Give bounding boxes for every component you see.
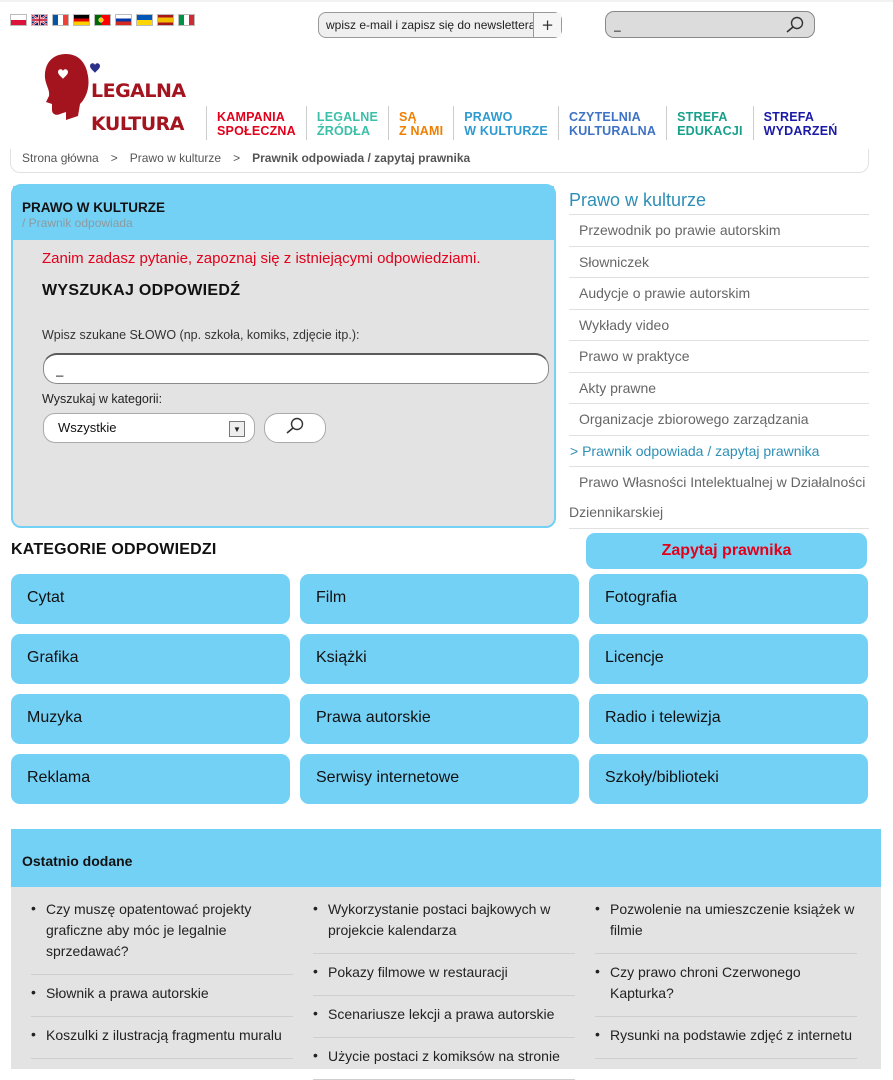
recent-item-link[interactable]: • Czy prawo chroni Czerwonego Kapturka?: [595, 954, 857, 1017]
main-nav-item-0[interactable]: [206, 106, 306, 140]
main-nav-item-line2: SPOŁECZNA: [217, 124, 296, 138]
main-nav-item-line1: STREFA: [677, 110, 728, 124]
main-nav-item-4[interactable]: [558, 106, 666, 140]
logo-text-line1: LEGALNA: [91, 80, 186, 102]
recent-item-link[interactable]: • Czy muszę opatentować projekty graficzne aby móc je legalnie sprzedawać?: [31, 895, 293, 975]
category-film[interactable]: Film: [300, 574, 579, 624]
newsletter-form: [318, 12, 562, 38]
word-search-input[interactable]: [43, 353, 549, 384]
breadcrumb-home-link[interactable]: Strona główna: [22, 151, 99, 165]
top-border: [0, 0, 893, 2]
search-answers-panel: [11, 184, 556, 528]
recent-item-link[interactable]: • Pozwolenie na umieszczenie książek w filmie: [595, 895, 857, 954]
recent-item-link[interactable]: • Słownik a prawa autorskie: [31, 975, 293, 1017]
top-search: [605, 11, 815, 38]
recent-item-link[interactable]: • Pokazy filmowe w restauracji: [313, 954, 575, 996]
main-nav-item-line1: KAMPANIA: [217, 110, 286, 124]
main-nav: [206, 106, 847, 140]
sidebar-item-akty-prawne[interactable]: Akty prawne: [569, 373, 869, 405]
main-nav-item-line2: ŹRÓDŁA: [316, 124, 371, 138]
sidebar-item-audycje[interactable]: Audycje o prawie autorskim: [569, 278, 869, 310]
recent-column: [31, 895, 293, 1080]
panel-header: [13, 186, 554, 240]
recent-item-link[interactable]: • Rysunki na podstawie zdjęć z internetu: [595, 1017, 857, 1059]
recent-item-link[interactable]: • Wykorzystanie postaci bajkowych w projekcie kalendarza: [313, 895, 575, 954]
categories-heading: KATEGORIE ODPOWIEDZI: [11, 541, 217, 558]
legalna-kultura-logo[interactable]: [44, 52, 186, 138]
search-icon[interactable]: [785, 16, 805, 38]
panel-heading: WYSZUKAJ ODPOWIEDŹ: [42, 282, 241, 299]
main-nav-item-line1: STREFA: [763, 110, 815, 124]
ask-lawyer-button[interactable]: Zapytaj prawnika: [586, 533, 867, 569]
sidebar-title[interactable]: Prawo w kulturze: [569, 184, 869, 215]
main-nav-item-line1: PRAWO: [464, 110, 513, 124]
main-nav-item-line1: CZYTELNIA: [568, 110, 641, 124]
logo-text-line2: KULTURA: [91, 113, 185, 135]
sidebar-item-prawnik-odpowiada[interactable]: > Prawnik odpowiada / zapytaj prawnika: [569, 436, 869, 468]
sidebar-item-przewodnik[interactable]: Przewodnik po prawie autorskim: [569, 215, 869, 247]
main-nav-item-6[interactable]: [753, 106, 848, 140]
category-grafika[interactable]: Grafika: [11, 634, 290, 684]
breadcrumb-current: Prawnik odpowiada / zapytaj prawnika: [252, 151, 471, 165]
flag-it-icon[interactable]: [178, 14, 195, 26]
recent-item-link[interactable]: • Koszulki z ilustracją fragmentu muralu: [31, 1017, 293, 1059]
flag-en-icon[interactable]: [31, 14, 48, 26]
flag-pt-icon[interactable]: [94, 14, 111, 26]
category-select-value: Wszystkie: [58, 420, 117, 435]
sidebar-item-slowniczek[interactable]: Słowniczek: [569, 247, 869, 279]
answer-search-button[interactable]: [264, 413, 326, 443]
category-select[interactable]: [43, 413, 255, 443]
main-nav-item-line2: WYDARZEŃ: [763, 124, 838, 138]
category-muzyka[interactable]: Muzyka: [11, 694, 290, 744]
newsletter-subscribe-button[interactable]: +: [533, 13, 561, 37]
sidebar-item-prawo-w-praktyce[interactable]: Prawo w praktyce: [569, 341, 869, 373]
main-nav-item-line2: Z NAMI: [399, 124, 444, 138]
sidebar-item-wyklady[interactable]: Wykłady video: [569, 310, 869, 342]
newsletter-email-input[interactable]: [319, 13, 533, 37]
main-nav-item-line1: LEGALNE: [316, 110, 379, 124]
category-cytat[interactable]: Cytat: [11, 574, 290, 624]
main-nav-item-line2: W KULTURZE: [464, 124, 548, 138]
breadcrumb-separator: >: [110, 151, 118, 165]
recent-item-link[interactable]: • Użycie postaci z komiksów na stronie: [313, 1038, 575, 1080]
sidebar-item-organizacje[interactable]: Organizacje zbiorowego zarządzania: [569, 404, 869, 436]
main-nav-item-2[interactable]: [388, 106, 453, 140]
panel-subtitle: / Prawnik odpowiada: [22, 216, 133, 230]
top-search-input[interactable]: [606, 13, 776, 37]
category-grid: [11, 574, 868, 804]
recently-added-panel: [11, 829, 881, 1069]
flag-ru-icon[interactable]: [115, 14, 132, 26]
search-icon: [284, 417, 306, 439]
word-label: Wpisz szukane SŁOWO (np. szkoła, komiks, zdjęcie itp.):: [42, 328, 360, 342]
main-nav-item-line1: SĄ: [399, 110, 417, 124]
flag-ua-icon[interactable]: [136, 14, 153, 26]
breadcrumb: [10, 149, 869, 173]
category-prawa-autorskie[interactable]: Prawa autorskie: [300, 694, 579, 744]
flag-es-icon[interactable]: [157, 14, 174, 26]
recent-column: [313, 895, 575, 1080]
category-licencje[interactable]: Licencje: [589, 634, 868, 684]
main-nav-item-line2: KULTURALNA: [568, 124, 657, 138]
category-reklama[interactable]: Reklama: [11, 754, 290, 804]
category-ksiazki[interactable]: Książki: [300, 634, 579, 684]
category-label: Wyszukaj w kategorii:: [42, 392, 163, 406]
recent-column: [595, 895, 857, 1080]
panel-warning: Zanim zadasz pytanie, zapoznaj się z istniejącymi odpowiedziami.: [42, 250, 481, 267]
flag-fr-icon[interactable]: [52, 14, 69, 26]
main-nav-item-3[interactable]: [453, 106, 558, 140]
recently-added-heading: Ostatnio dodane: [11, 829, 881, 887]
flag-pl-icon[interactable]: [10, 14, 27, 26]
sidebar-item-wlasnosc-intelektualna[interactable]: Prawo Własności Intelektualnej w Działalności Dziennikarskiej: [569, 467, 869, 529]
category-serwisy-internetowe[interactable]: Serwisy internetowe: [300, 754, 579, 804]
dropdown-arrow-icon[interactable]: ▼: [229, 421, 245, 437]
category-szkoly-biblioteki[interactable]: Szkoły/biblioteki: [589, 754, 868, 804]
main-nav-item-line2: EDUKACJI: [677, 124, 743, 138]
main-nav-item-1[interactable]: [306, 106, 388, 140]
recent-item-link[interactable]: • Scenariusze lekcji a prawa autorskie: [313, 996, 575, 1038]
main-nav-item-5[interactable]: [666, 106, 753, 140]
section-sidebar: [569, 184, 869, 529]
recently-added-columns: [31, 895, 857, 1080]
category-radio-i-telewizja[interactable]: Radio i telewizja: [589, 694, 868, 744]
category-fotografia[interactable]: Fotografia: [589, 574, 868, 624]
breadcrumb-section-link[interactable]: Prawo w kulturze: [129, 151, 222, 165]
flag-de-icon[interactable]: [73, 14, 90, 26]
panel-title: PRAWO W KULTURZE: [22, 200, 165, 215]
breadcrumb-separator: >: [233, 151, 241, 165]
language-flags: [10, 14, 195, 26]
